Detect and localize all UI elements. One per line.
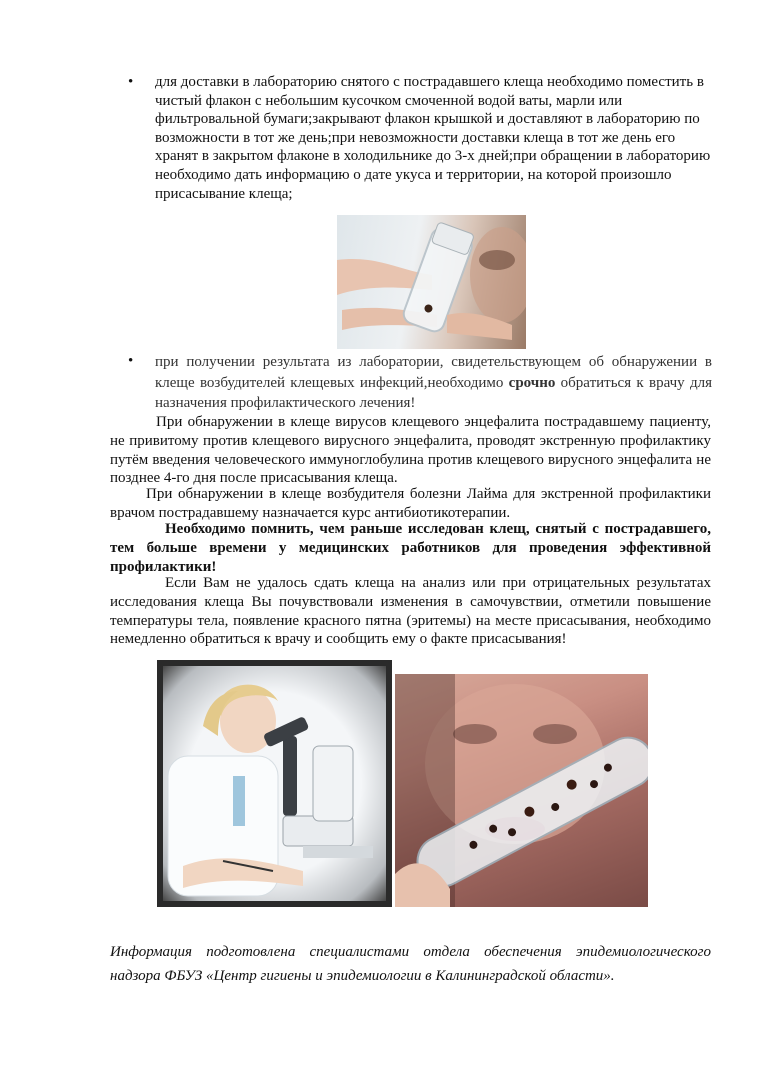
bullet-text-start: при получении результата из лаборатории, свидетельствующем об обнаружении в клеще возбудителей клещевых инфекций,необходимо bbox=[155, 354, 712, 391]
paragraph-encephalitis: При обнаружении в клеще вирусов клещевого энцефалита пострадавшему пациенту, не привитому против клещевого вирусного энцефалита, проводят экстренную профилактику путём введения человеческого иммуноглобулина против клещевого вирусного энцефалита не позднее 4-го дня после присасывания клеща. bbox=[110, 414, 711, 487]
test-tube-illustration bbox=[395, 674, 648, 907]
paragraph-symptoms: Если Вам не удалось сдать клеща на анализ или при отрицательных результатах исследования клеща Вы почувствовали изменения в самочувствии, отметили повышение температуры тела, появление красного пятна (эритемы) на месте присасывания, необходимо немедленно обратиться к врачу и сообщить ему о факте присасывания! bbox=[110, 575, 711, 648]
ticks-test-tube-photo bbox=[395, 674, 648, 907]
bullet-item-results bbox=[128, 352, 712, 414]
bullet-text-end: обратиться к врачу для назначения профилактического лечения! bbox=[155, 374, 712, 411]
bullet-text bbox=[155, 352, 712, 414]
bullet-marker: • bbox=[128, 74, 134, 90]
tick-vial-photo bbox=[337, 215, 526, 349]
lab-scientist-photo bbox=[157, 660, 392, 907]
paragraph-lyme: При обнаружении в клеще возбудителя болезни Лайма для экстренной профилактики врачом пострадавшему назначается курс антибиотикотерапии. bbox=[110, 486, 711, 521]
bullet-item-delivery bbox=[128, 73, 712, 203]
bullet-marker: • bbox=[128, 353, 134, 369]
microscope-illustration bbox=[163, 666, 386, 901]
bullet-text: для доставки в лабораторию снятого с пострадавшего клеща необходимо поместить в чистый флакон с небольшим кусочком смоченной водой ваты, марли или фильтровальной бумаги;закрывают флакон крышкой и доставляют в лабораторию по возможности в тот же день;при невозможности доставки клеща в тот же день его хранят в закрытом флаконе в холодильнике до 3-х дней;при обращении в лабораторию необходимо дать информацию о дате укуса и территории, на которой произошло присасывание клеща; bbox=[155, 74, 711, 202]
tick-vial-illustration bbox=[337, 215, 526, 349]
lab-photo-frame bbox=[163, 666, 386, 901]
paragraph-remember: Необходимо помнить, чем раньше исследован клещ, снятый с пострадавшего, тем больше времени у медицинских работников для проведения эффективной профилактики! bbox=[110, 521, 711, 575]
bullet-text-emphasis: срочно bbox=[508, 374, 556, 391]
footer-credit: Информация подготовлена специалистами отдела обеспечения эпидемиологического надзора ФБУЗ «Центр гигиены и эпидемиологии в Калининградской области». bbox=[110, 944, 711, 984]
